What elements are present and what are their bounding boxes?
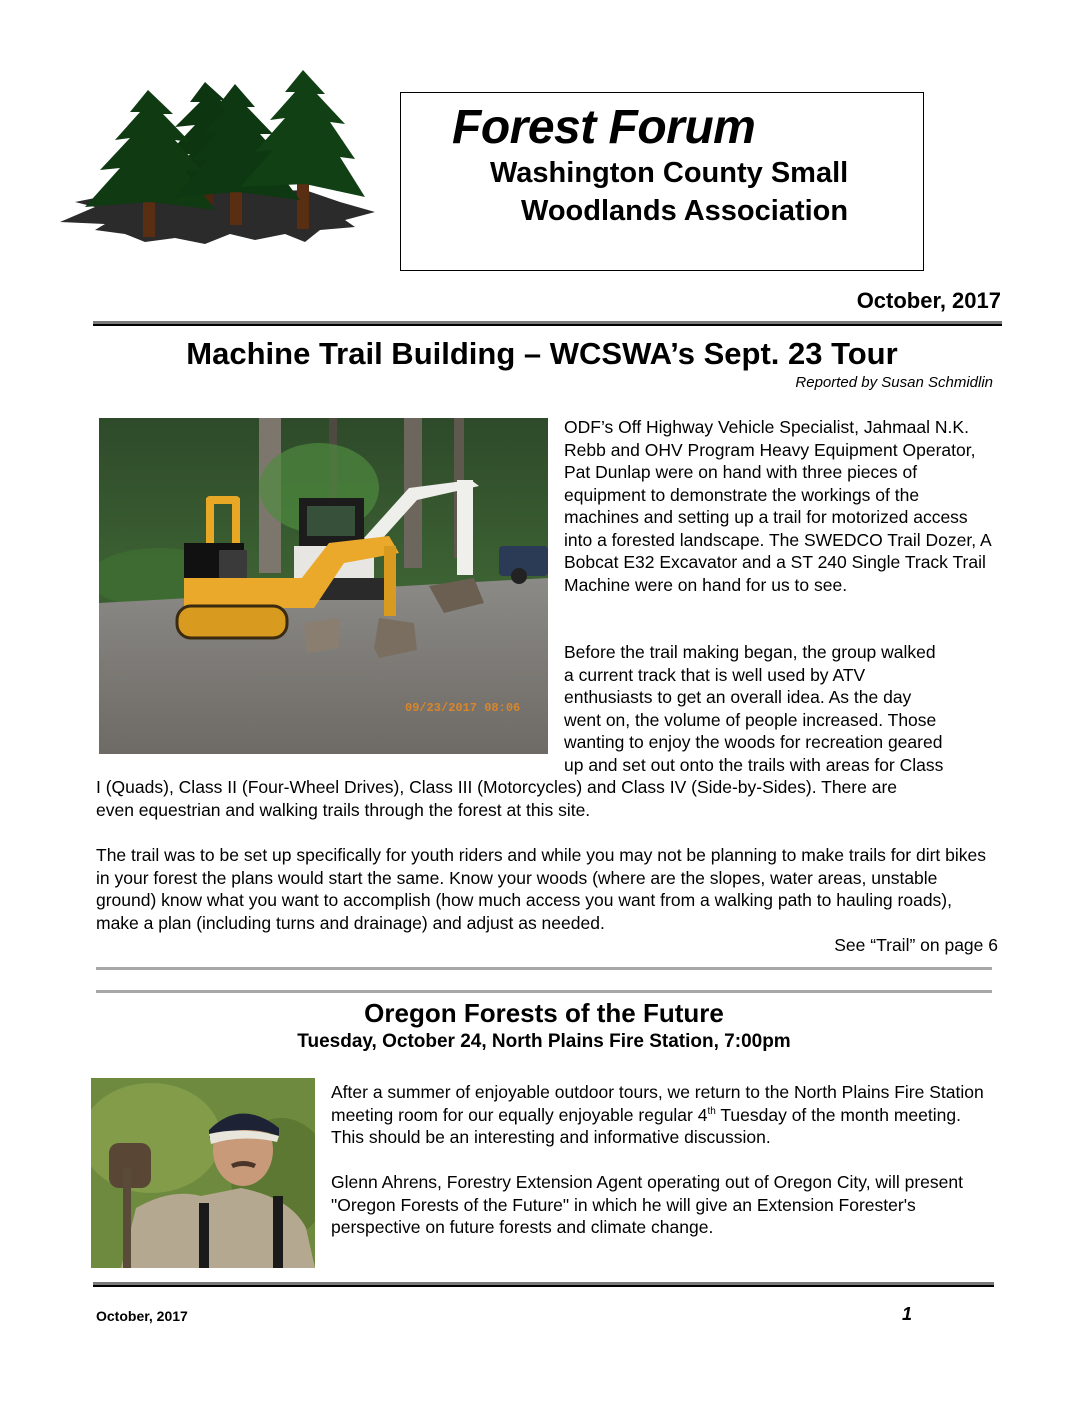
article1-para2-line: Before the trail making began, the group walked [564,642,936,662]
article1-para2-line: I (Quads), Class II (Four-Wheel Drives), Class III (Motorcycles) and Class IV (Side-by-Sides). There are [96,777,898,797]
pine-trees-logo-icon [55,62,380,252]
article1-para2-line: wanting to enjoy the woods for recreation geared [564,732,943,752]
association-name-line1: Washington County Small [490,157,849,189]
article1-para2-line: up and set out onto the trails with areas for Class [564,754,944,775]
photo-timestamp: 09/23/2017 08:06 [405,701,521,715]
association-name-line2: Woodlands Association [521,195,849,227]
article2-paragraph-2: Glenn Ahrens, Forestry Extension Agent operating out of Oregon City, will present "Oregon Forests of the Future" in which he will give an Extension Forester's perspective on future forests and climate change. [331,1172,963,1237]
section-divider-top [96,967,992,970]
article2-para1-text-cont: Tuesday of the month meeting. This should be an interesting and informative discussion. [331,1104,961,1147]
speaker-photo [91,1078,315,1268]
article2-paragraph-1 [331,1081,993,1149]
masthead-logo [55,62,380,252]
article1-para3-block [96,844,996,957]
article1-byline: Reported by Susan Schmidlin [795,374,993,391]
article1-para2-column [564,641,1004,776]
article1-paragraph-1: ODF’s Off Highway Vehicle Specialist, Jahmaal N.K. Rebb and OHV Program Heavy Equipment Operator, Pat Dunlap were on hand with three pieces of equipment to demonstrate the workings of the machines and setting up a trail for motorized access into a forested landscape. The SWEDCO Trail Dozer, A Bobcat E32 Excavator and a ST 240 Single Track Trail Machine were on hand for us to see. [564,417,991,595]
article1-para2-full [96,776,1006,821]
article1-headline: Machine Trail Building – WCSWA’s Sept. 23 Tour [186,336,898,371]
article2-para1-text: After a summer of enjoyable outdoor tours, we return to the North Plains Fire Station meeting room for our equally enjoyable regular 4 [331,1082,984,1125]
footer-rule [93,1282,994,1287]
article1-continued-link[interactable]: See “Trail” on page 6 [834,935,998,955]
article2-subheadline: Tuesday, October 24, North Plains Fire Station, 7:00pm [297,1031,791,1052]
excavator-photo [99,418,548,754]
excavator-photo-image [99,418,548,754]
page-number: 1 [902,1304,913,1324]
ordinal-suffix: th [707,1105,716,1117]
article1-para2-line: a current track that is well used by ATV [564,664,866,685]
header-rule [93,321,1002,326]
article1-para2-line: went on, the volume of people increased. Those [564,709,937,730]
section-divider-bottom [96,990,992,993]
article2-text [331,1081,993,1239]
article1-paragraph-3: The trail was to be set up specifically for youth riders and while you may not be planning to make trails for dirt bikes in your forest the plans would start the same. Know your woods (where are the slopes, water areas, unstable ground) know what you want to accomplish (how much access you want from a walking path to hauling roads), make a plan (including turns and drainage) and adjust as needed. [96,845,987,933]
footer-date: October, 2017 [96,1308,188,1324]
article1-para2-line: even equestrian and walking trails through the forest at this site. [96,799,591,820]
article1-para1 [564,416,996,596]
newsletter-title: Forest Forum [452,101,756,154]
issue-date: October, 2017 [856,288,1001,313]
speaker-photo-image [91,1078,315,1268]
article2-headline: Oregon Forests of the Future [364,998,724,1028]
article1-para2-line: enthusiasts to get an overall idea. As the day [564,687,912,707]
